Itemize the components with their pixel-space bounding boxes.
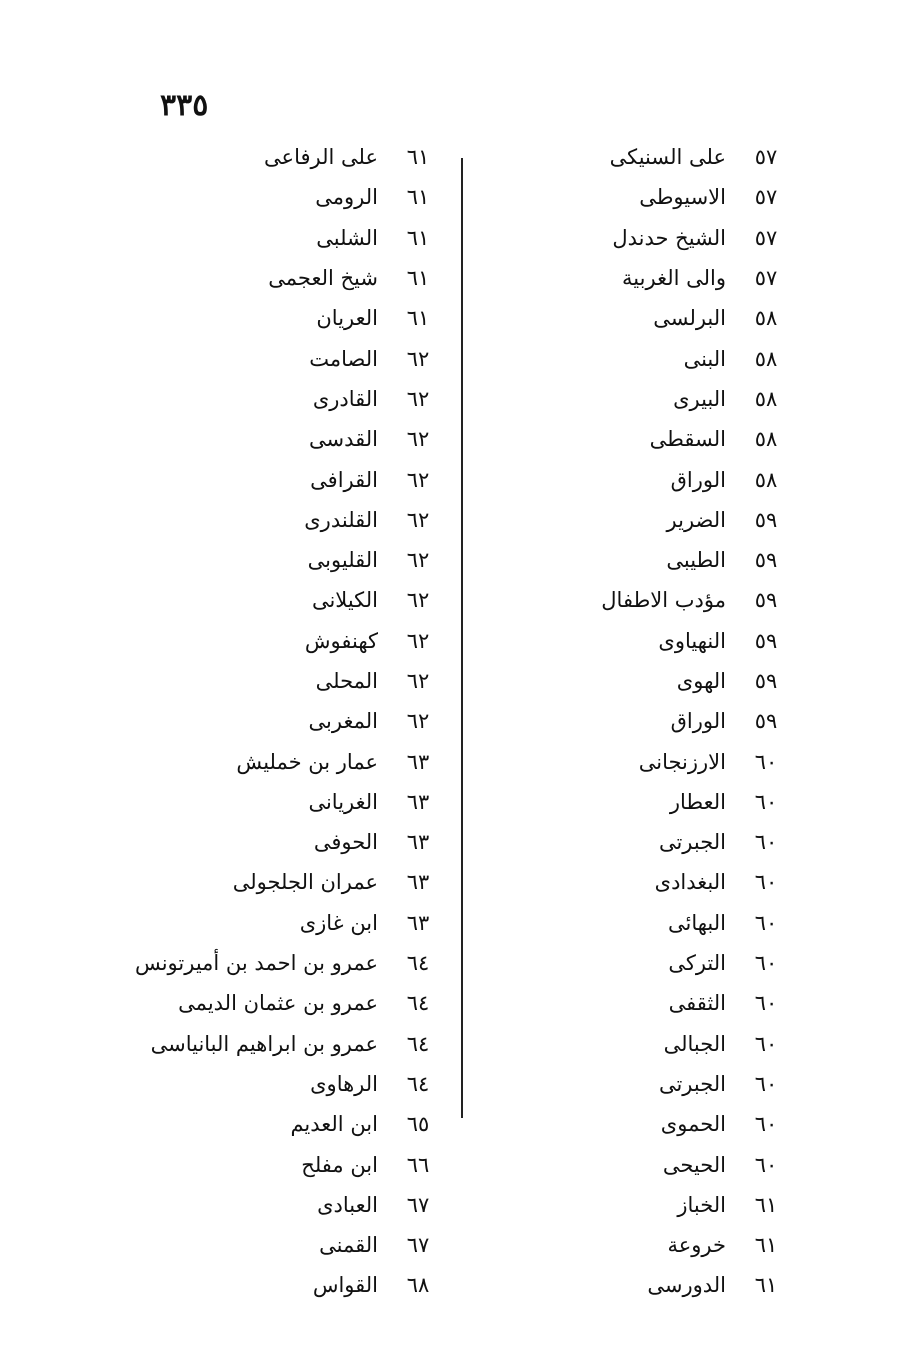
index-entry: [470, 1225, 790, 1265]
index-entry: [470, 218, 790, 258]
entry-page-number: ٦٤: [406, 1071, 430, 1096]
index-entry: [150, 1024, 442, 1064]
entry-page-number: ٦٧: [406, 1192, 430, 1217]
entry-page-number: ٦٢: [406, 669, 430, 693]
entry-page-number: ٦٠: [754, 870, 778, 895]
index-entry: [470, 540, 790, 580]
index-entry: [150, 1265, 442, 1305]
entry-name: ابن مفلح: [301, 1152, 378, 1177]
index-entry: [470, 419, 790, 459]
entry-name: الدورسى: [647, 1273, 726, 1298]
index-entry: [150, 903, 442, 943]
entry-page-number: ٥٩: [754, 628, 778, 653]
index-entry: [470, 621, 790, 661]
index-entry: [150, 1185, 442, 1225]
entry-name: الصامت: [309, 346, 378, 371]
column-divider: [461, 158, 463, 1118]
entry-page-number: ٥٩: [754, 669, 778, 693]
entry-page-number: ٦٠: [754, 830, 778, 855]
entry-name: القمنى: [319, 1233, 378, 1258]
entry-page-number: ٦١: [406, 266, 430, 291]
index-entry: [470, 862, 790, 902]
index-entry: [470, 580, 790, 620]
index-entry: [470, 661, 790, 701]
entry-name: التركى: [668, 951, 726, 976]
entry-name: الشلبى: [316, 225, 378, 250]
index-entry: [470, 983, 790, 1023]
entry-page-number: ٦٣: [406, 870, 430, 895]
entry-name: الهوى: [676, 669, 726, 693]
index-entry: [470, 822, 790, 862]
entry-name: على السنيكى: [609, 145, 726, 170]
entry-name: عمرو بن ابراهيم البانياسى: [150, 1031, 378, 1056]
entry-page-number: ٦٠: [754, 1152, 778, 1177]
entry-page-number: ٦٠: [754, 951, 778, 976]
index-entry: [470, 379, 790, 419]
entry-name: العريان: [316, 306, 378, 331]
index-entry: [150, 177, 442, 217]
entry-page-number: ٦١: [406, 225, 430, 250]
entry-name: الرومى: [315, 185, 378, 210]
entry-name: البيرى: [673, 386, 726, 411]
index-entry: [150, 782, 442, 822]
index-entry: [470, 1104, 790, 1144]
entry-page-number: ٥٧: [754, 266, 778, 291]
entry-page-number: ٦٤: [406, 951, 430, 976]
entry-name: ابن العديم: [290, 1112, 378, 1137]
entry-name: الشيخ حدندل: [612, 225, 726, 250]
index-entry: [150, 459, 442, 499]
entry-page-number: ٥٩: [754, 548, 778, 573]
entry-page-number: ٦٠: [754, 1071, 778, 1096]
index-entry: [150, 1225, 442, 1265]
entry-name: العبادى: [317, 1192, 378, 1217]
entry-name: الجبرتى: [658, 1071, 726, 1096]
entry-name: عمار بن خمليش: [236, 749, 378, 774]
index-entry: [150, 298, 442, 338]
index-entry: [150, 621, 442, 661]
index-entry: [470, 1265, 790, 1305]
entry-name: الغريانى: [308, 789, 378, 814]
index-entry: [470, 741, 790, 781]
entry-page-number: ٥٨: [754, 467, 778, 492]
index-entry: [150, 379, 442, 419]
index-entry: [150, 258, 442, 298]
index-entry: [470, 500, 790, 540]
entry-name: الجبرتى: [658, 830, 726, 855]
index-entry: [150, 137, 442, 177]
entry-name: القواس: [312, 1273, 378, 1298]
entry-page-number: ٦٦: [406, 1152, 430, 1177]
index-entry: [150, 1064, 442, 1104]
index-entry: [470, 903, 790, 943]
index-entry: [470, 1144, 790, 1184]
entry-name: الجبالى: [663, 1031, 726, 1056]
index-entry: [470, 943, 790, 983]
entry-page-number: ٦٧: [406, 1233, 430, 1258]
entry-page-number: ٥٩: [754, 507, 778, 532]
index-entry: [470, 1064, 790, 1104]
entry-name: عمرو بن احمد بن أميرتونس: [134, 951, 378, 976]
entry-name: العطار: [669, 789, 726, 814]
entry-page-number: ٦٢: [406, 548, 430, 573]
entry-name: الطيبى: [666, 548, 726, 573]
index-entry: [470, 258, 790, 298]
index-entry: [150, 500, 442, 540]
entry-page-number: ٦٠: [754, 1112, 778, 1137]
index-entry: [150, 741, 442, 781]
entry-page-number: ٦٢: [406, 507, 430, 532]
index-entry: [150, 540, 442, 580]
entry-page-number: ٥٨: [754, 346, 778, 371]
index-entry: [150, 661, 442, 701]
entry-name: ابن غازى: [299, 910, 378, 935]
entry-page-number: ٥٨: [754, 306, 778, 331]
entry-page-number: ٦٢: [406, 628, 430, 653]
entry-page-number: ٦١: [406, 185, 430, 210]
entry-page-number: ٥٧: [754, 185, 778, 210]
entry-name: الوراق: [670, 467, 726, 492]
entry-name: عمران الجلجولى: [232, 870, 378, 895]
entry-name: الحموى: [660, 1112, 726, 1137]
entry-page-number: ٦٣: [406, 789, 430, 814]
entry-name: الحيحى: [662, 1152, 726, 1177]
entry-page-number: ٦١: [754, 1233, 778, 1258]
entry-page-number: ٦٣: [406, 910, 430, 935]
entry-name: القدسى: [309, 427, 378, 452]
entry-page-number: ٦٢: [406, 346, 430, 371]
index-entry: [470, 1024, 790, 1064]
index-entry: [470, 782, 790, 822]
entry-name: والى الغربية: [622, 266, 726, 291]
index-entry: [150, 338, 442, 378]
entry-name: عمرو بن عثمان الديمى: [178, 991, 378, 1016]
entry-page-number: ٦٢: [406, 467, 430, 492]
entry-name: البنى: [683, 346, 726, 371]
entry-page-number: ٦٢: [406, 427, 430, 452]
entry-name: الحوفى: [313, 830, 378, 855]
index-entry: [470, 137, 790, 177]
entry-name: الوراق: [670, 709, 726, 734]
index-column-right: [470, 137, 790, 1306]
index-entry: [150, 983, 442, 1023]
entry-name: خروعة: [667, 1233, 726, 1258]
entry-page-number: ٥٩: [754, 588, 778, 613]
index-entry: [470, 177, 790, 217]
entry-page-number: ٦١: [754, 1192, 778, 1217]
entry-name: الكيلانى: [311, 588, 378, 613]
entry-page-number: ٦٢: [406, 709, 430, 734]
entry-name: الرهاوى: [310, 1071, 378, 1096]
entry-page-number: ٥٨: [754, 427, 778, 452]
entry-page-number: ٦١: [406, 306, 430, 331]
entry-name: القادرى: [312, 386, 378, 411]
index-entry: [470, 701, 790, 741]
index-entry: [470, 459, 790, 499]
index-entry: [150, 419, 442, 459]
entry-page-number: ٦٥: [406, 1112, 430, 1137]
entry-page-number: ٦٤: [406, 1031, 430, 1056]
index-entry: [150, 701, 442, 741]
entry-page-number: ٦٠: [754, 749, 778, 774]
index-entry: [470, 338, 790, 378]
entry-name: كهنفوش: [304, 628, 378, 653]
index-entry: [150, 580, 442, 620]
entry-name: البرلسى: [653, 306, 726, 331]
index-entry: [470, 298, 790, 338]
entry-name: القلندرى: [304, 507, 378, 532]
index-entry: [150, 822, 442, 862]
entry-page-number: ٦١: [754, 1273, 778, 1298]
entry-name: المحلى: [315, 669, 378, 693]
index-entry: [470, 1185, 790, 1225]
entry-page-number: ٦١: [406, 145, 430, 170]
entry-name: الخباز: [677, 1192, 726, 1217]
entry-name: على الرفاعى: [264, 145, 378, 170]
entry-name: الاسيوطى: [639, 185, 726, 210]
entry-name: البهائى: [668, 910, 726, 935]
index-entry: [150, 1104, 442, 1144]
entry-page-number: ٦٢: [406, 588, 430, 613]
entry-page-number: ٥٩: [754, 709, 778, 734]
entry-page-number: ٦٠: [754, 1031, 778, 1056]
entry-page-number: ٦٠: [754, 991, 778, 1016]
entry-page-number: ٥٧: [754, 145, 778, 170]
entry-name: القرافى: [310, 467, 378, 492]
entry-name: المغربى: [308, 709, 378, 734]
entry-name: الارزنجانى: [638, 749, 726, 774]
entry-page-number: ٦٠: [754, 789, 778, 814]
index-column-left: [134, 137, 442, 1306]
index-entry: [150, 218, 442, 258]
entry-name: القليوبى: [307, 548, 378, 573]
index-entry: [150, 862, 442, 902]
entry-page-number: ٦٣: [406, 830, 430, 855]
index-entry: [150, 1144, 442, 1184]
entry-name: الضرير: [666, 507, 726, 532]
entry-name: الثقفى: [668, 991, 726, 1016]
entry-name: السقطى: [649, 427, 726, 452]
entry-page-number: ٦٨: [406, 1273, 430, 1298]
entry-page-number: ٦٢: [406, 386, 430, 411]
page-number: ٣٣٥: [160, 88, 209, 123]
entry-name: البغدادى: [654, 870, 726, 895]
entry-name: مؤدب الاطفال: [601, 588, 726, 613]
entry-page-number: ٥٨: [754, 386, 778, 411]
entry-page-number: ٥٧: [754, 225, 778, 250]
entry-page-number: ٦٣: [406, 749, 430, 774]
entry-name: النهياوى: [658, 628, 726, 653]
entry-name: شيخ العجمى: [268, 266, 378, 291]
entry-page-number: ٦٤: [406, 991, 430, 1016]
entry-page-number: ٦٠: [754, 910, 778, 935]
index-entry: [134, 943, 442, 983]
